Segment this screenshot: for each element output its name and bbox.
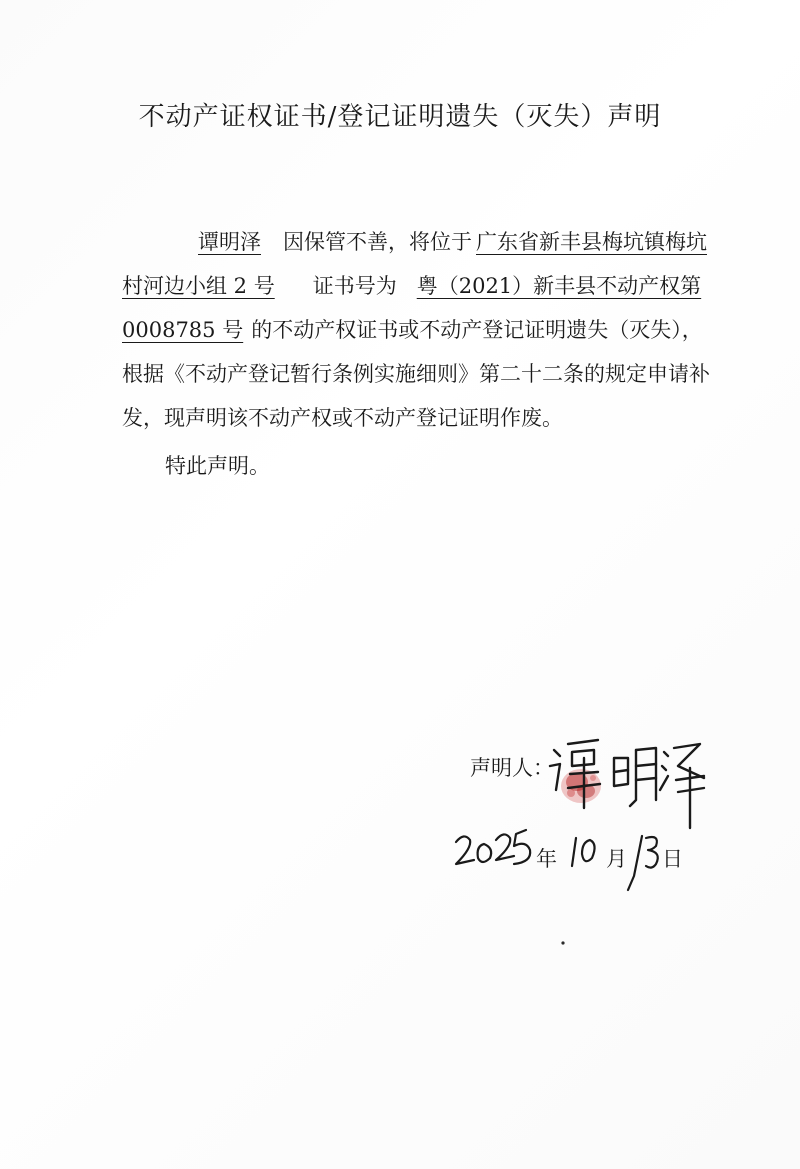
handwritten-date xyxy=(440,818,700,908)
property-address-cont: 村河边小组 2 号 xyxy=(122,274,275,298)
certificate-number-cont: 0008785 号 xyxy=(122,318,244,342)
certificate-number: 粤（2021）新丰县不动产权第 xyxy=(416,274,702,298)
paragraph-text: 因保管不善，将位于 xyxy=(283,230,472,254)
declarant-name: 谭明泽 xyxy=(198,230,261,254)
paragraph-line-5: 发，现声明该不动产权或不动产登记证明作废。 xyxy=(122,406,563,430)
paragraph-line-3 xyxy=(122,314,703,344)
date-month-unit: 月 xyxy=(606,847,627,871)
date-day-unit: 日 xyxy=(662,847,683,871)
document-title: 不动产证权证书/登记证明遗失（灭失）声明 xyxy=(138,102,662,132)
ink-speck xyxy=(560,940,566,946)
date-year-unit: 年 xyxy=(536,847,557,871)
paragraph-text: 的不动产权证书或不动产登记证明遗失（灭失）， xyxy=(251,318,703,342)
paragraph-line-4: 根据《不动产登记暂行条例实施细则》第二十二条的规定申请补 xyxy=(122,362,710,386)
paragraph-line-1 xyxy=(170,226,707,256)
paragraph-text: 证书号为 xyxy=(312,274,397,298)
property-address: 广东省新丰县梅坑镇梅坑 xyxy=(476,230,707,254)
paragraph-line-2 xyxy=(122,270,701,300)
signature-label: 声明人： xyxy=(470,756,554,780)
closing-text: 特此声明。 xyxy=(165,454,270,478)
